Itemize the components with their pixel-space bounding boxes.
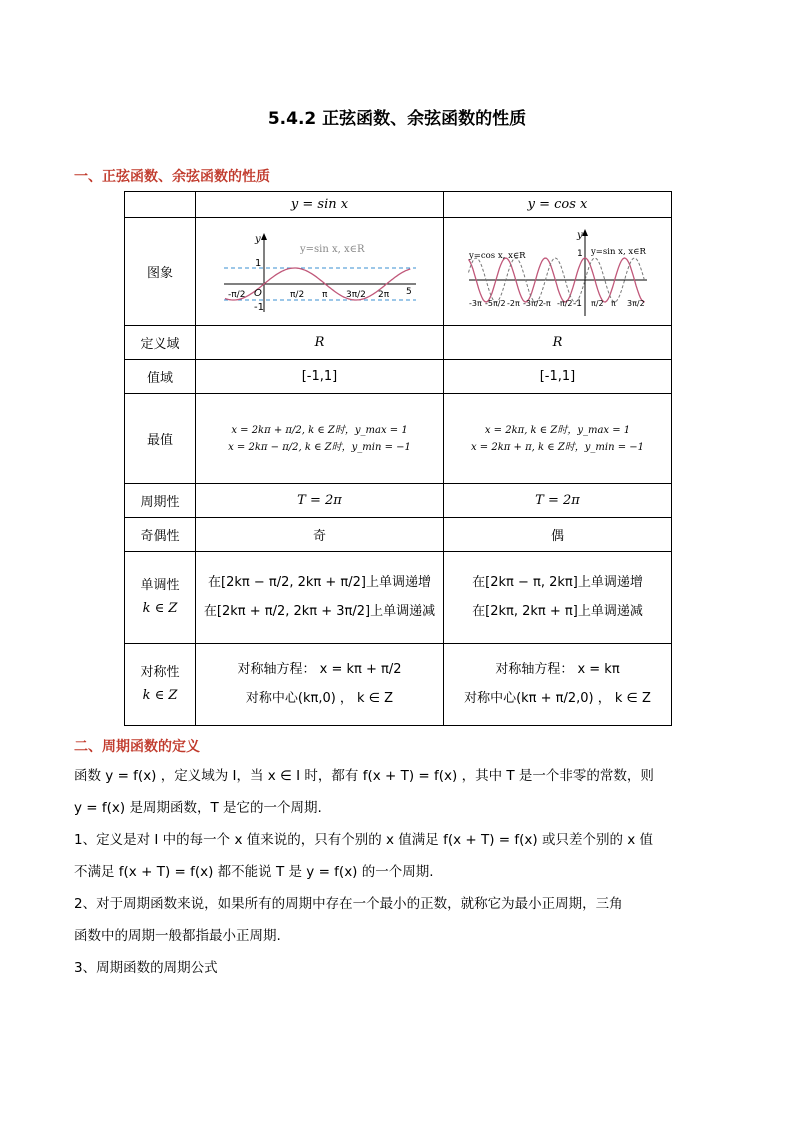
row-label: 周期性	[125, 484, 196, 518]
tick-two-pi: 2π	[377, 289, 389, 300]
tick-neg-3pi: -3π	[468, 298, 482, 308]
definition-paragraph	[74, 760, 724, 984]
symmetry-label: 对称性	[140, 665, 180, 681]
cos-extrema	[444, 394, 672, 484]
row-label: 图象	[125, 218, 196, 326]
sin-graph-label: y=sin x, x∈R	[590, 246, 646, 257]
symmetry-cond: k ∈ Z	[142, 687, 178, 703]
note2-line-1: 2、对于周期函数来说，如果所有的周期中存在一个最小的正数，就称它为最小正周期，三角	[74, 896, 623, 912]
tick-pi: π	[610, 298, 616, 308]
page-title: 5.4.2 正弦函数、余弦函数的性质	[267, 109, 527, 129]
row-label: 最值	[125, 394, 196, 484]
sin-min: x = 2kπ − π/2, k ∈ Z时，y_min = −1	[228, 441, 411, 453]
cos-graph-label: y=cos x, x∈R	[468, 250, 526, 261]
cos-graph-cell	[444, 218, 672, 326]
tick-five: 5	[405, 286, 412, 297]
sin-parity: 奇	[196, 518, 444, 552]
section-heading-properties: 一、正弦函数、余弦函数的性质	[74, 169, 270, 185]
tick-one: 1	[576, 248, 583, 259]
table-row-domain	[125, 326, 672, 360]
cos-symmetry	[444, 644, 672, 726]
sin-period: T = 2π	[196, 484, 444, 518]
sin-graph-label: y=sin x, x∈R	[299, 243, 365, 255]
tick-three-half-pi: 3π/2	[626, 298, 645, 308]
definition-line-2: y = f(x) 是周期函数，T 是它的一个周期.	[74, 800, 322, 816]
note3-line: 3、周期函数的周期公式	[74, 960, 218, 976]
header-blank	[125, 192, 196, 218]
tick-one: 1	[254, 257, 261, 269]
cos-increasing: 在[2kπ − π, 2kπ]上单调递增	[472, 574, 643, 590]
monotonicity-cond: k ∈ Z	[142, 600, 178, 616]
row-label	[125, 644, 196, 726]
cos-decreasing: 在[2kπ, 2kπ + π]上单调递减	[472, 603, 643, 619]
tick-neg-half-pi: -π/2	[227, 289, 245, 300]
tick-half-pi: π/2	[590, 298, 604, 308]
cos-graph	[467, 226, 649, 318]
y-axis-arrow	[261, 233, 267, 240]
y-label: y	[254, 233, 261, 245]
y-label: y	[576, 229, 583, 241]
tick-neg-pi: -π	[542, 298, 551, 308]
note1-line-2: 不满足 f(x + T) = f(x) 都不能说 T 是 y = f(x) 的一个周期.	[74, 864, 434, 880]
row-label	[125, 552, 196, 644]
sin-graph-cell	[196, 218, 444, 326]
cos-monotonicity	[444, 552, 672, 644]
sin-domain: R	[196, 326, 444, 360]
section-heading-periodic: 二、周期函数的定义	[74, 739, 200, 755]
row-label: 奇偶性	[125, 518, 196, 552]
note2-line-2: 函数中的周期一般都指最小正周期.	[74, 928, 281, 944]
sin-range: [-1,1]	[196, 360, 444, 394]
sin-increasing: 在[2kπ − π/2, 2kπ + π/2]上单调递增	[208, 574, 431, 590]
table-row-graph	[125, 218, 672, 326]
sin-center: 对称中心(kπ,0) ， k ∈ Z	[245, 690, 394, 706]
sin-max: x = 2kπ + π/2, k ∈ Z时，y_max = 1	[231, 424, 408, 436]
tick-neg-5half-pi: -5π/2	[484, 298, 506, 308]
cos-max: x = 2kπ, k ∈ Z时，y_max = 1	[484, 424, 631, 436]
tick-neg-2pi: -2π	[506, 298, 520, 308]
cos-axis: 对称轴方程： x = kπ	[495, 661, 620, 677]
sin-extrema	[196, 394, 444, 484]
table-header-row	[125, 192, 672, 218]
cos-min: x = 2kπ + π, k ∈ Z时，y_min = −1	[470, 441, 645, 453]
tick-pi: π	[321, 289, 327, 300]
note1-line-1: 1、定义是对 I 中的每一个 x 值来说的，只有个别的 x 值满足 f(x + T) = f(x) 或只差个别的 x 值	[74, 832, 654, 848]
table-row-parity	[125, 518, 672, 552]
row-label: 定义域	[125, 326, 196, 360]
table-row-range	[125, 360, 672, 394]
cos-domain: R	[444, 326, 672, 360]
monotonicity-label: 单调性	[140, 578, 180, 594]
y-axis-arrow	[582, 229, 588, 236]
table-row-symmetry	[125, 644, 672, 726]
sin-symmetry	[196, 644, 444, 726]
cos-period: T = 2π	[444, 484, 672, 518]
sin-monotonicity	[196, 552, 444, 644]
table-row-period	[125, 484, 672, 518]
header-cos: y = cos x	[444, 192, 672, 218]
sin-decreasing: 在[2kπ + π/2, 2kπ + 3π/2]上单调递减	[203, 603, 436, 619]
sin-graph	[222, 230, 418, 314]
table-row-monotonicity	[125, 552, 672, 644]
tick-neg-one: -1	[572, 298, 582, 309]
tick-neg-one: -1	[253, 301, 264, 313]
definition-line-1: 函数 y = f(x) ，定义域为 I，当 x ∈ I 时，都有 f(x + T) = f(x) ，其中 T 是一个非零的常数，则	[74, 768, 654, 784]
tick-neg-3half-pi: -3π/2	[522, 298, 544, 308]
tick-three-half-pi: 3π/2	[345, 289, 366, 300]
origin-label: O	[253, 287, 262, 299]
row-label: 值域	[125, 360, 196, 394]
header-sin: y = sin x	[196, 192, 444, 218]
tick-neg-half-pi: -π/2	[556, 298, 572, 308]
sin-axis: 对称轴方程： x = kπ + π/2	[237, 661, 402, 677]
properties-table	[124, 191, 672, 726]
cos-center: 对称中心(kπ + π/2,0) ， k ∈ Z	[464, 690, 651, 706]
tick-half-pi: π/2	[289, 289, 304, 300]
cos-range: [-1,1]	[444, 360, 672, 394]
cos-parity: 偶	[444, 518, 672, 552]
table-row-extrema	[125, 394, 672, 484]
